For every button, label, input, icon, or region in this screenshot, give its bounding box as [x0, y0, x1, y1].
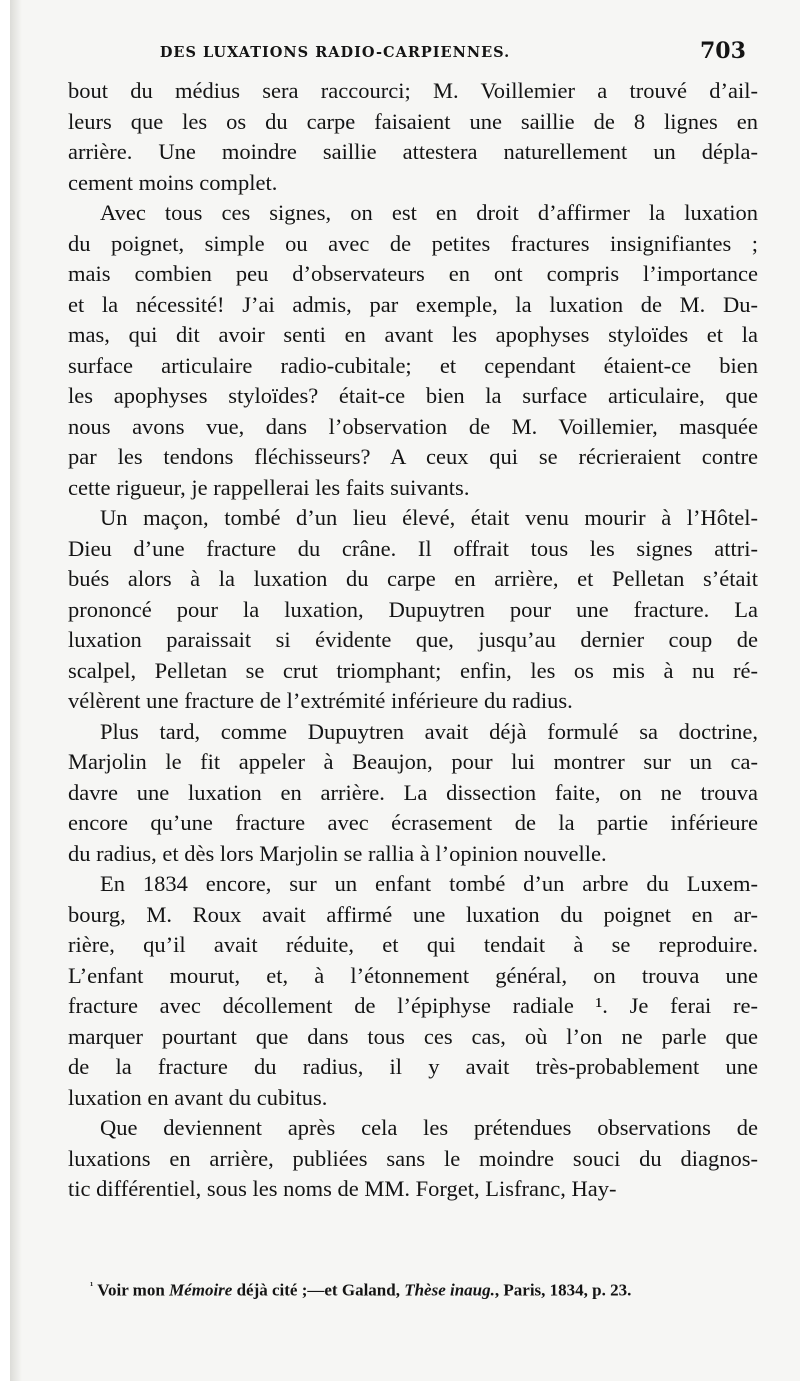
text-line: Que deviennent après cela les prétendues observations de: [100, 1115, 758, 1140]
footnote-title-these: Thèse inaug.: [404, 1280, 495, 1300]
footnote-mark: ¹: [90, 1280, 94, 1292]
text-line: leurs que les os du carpe faisaient une saillie de 8 lignes en: [68, 108, 758, 134]
text-line: davre une luxation en arrière. La dissection faite, on ne trouva: [68, 779, 758, 805]
text-line: surface articulaire radio-cubitale; et cependant étaient-ce bien: [68, 352, 758, 378]
text-line: cement moins complet.: [68, 169, 278, 195]
text-line: bout du médius sera raccourci; M. Voillemier a trouvé d’ail-: [68, 78, 758, 103]
text-line: marquer pourtant que dans tous ces cas, où l’on ne parle que: [68, 1023, 758, 1049]
text-line: prononcé pour la luxation, Dupuytren pour une fracture. La: [68, 596, 758, 622]
running-title: DES LUXATIONS RADIO-CARPIENNES.: [159, 44, 511, 61]
footnote-text-middle: déjà cité ;—et Galand,: [232, 1280, 405, 1300]
paragraph: [68, 717, 758, 870]
text-line: mas, qui dit avoir senti en avant les apophyses styloïdes et la: [68, 322, 758, 347]
text-line: du poignet, simple ou avec de petites fractures insignifiantes ;: [68, 230, 758, 256]
text-line: Avec tous ces signes, on est en droit d’affirmer la luxation: [100, 200, 758, 225]
paragraph: [68, 869, 758, 1113]
text-line: arrière. Une moindre saillie attestera naturellement un dépla-: [68, 139, 758, 164]
text-line: En 1834 encore, sur un enfant tombé d’un arbre du Luxem-: [100, 871, 758, 896]
text-line: Plus tard, comme Dupuytren avait déjà formulé sa doctrine,: [100, 718, 758, 744]
text-line: tic différentiel, sous les noms de MM. Forget, Lisfranc, Hay-: [68, 1176, 617, 1201]
paragraph: [68, 198, 758, 503]
text-line: fracture avec décollement de l’épiphyse radiale ¹. Je ferai re-: [68, 993, 758, 1018]
paragraph: [68, 76, 758, 198]
text-line: scalpel, Pelletan se crut triomphant; enfin, les os mis à nu ré-: [68, 657, 758, 683]
footnote-text-after: , Paris, 1834, p. 23.: [494, 1280, 632, 1300]
text-line: Un maçon, tombé d’un lieu élevé, était venu mourir à l’Hôtel-: [100, 505, 758, 530]
text-line: luxations en arrière, publiées sans le moindre souci du diagnos-: [68, 1145, 758, 1171]
text-line: rière, qu’il avait réduite, et qui tendait à se reproduire.: [68, 932, 758, 957]
text-line: encore qu’une fracture avec écrasement de la partie inférieure: [68, 810, 758, 835]
text-line: mais combien peu d’observateurs en ont compris l’importance: [68, 261, 758, 286]
paragraph: [68, 1113, 758, 1205]
page-edge-shadow: [10, 0, 22, 1381]
text-line: du radius, et dès lors Marjolin se rallia à l’opinion nouvelle.: [68, 840, 607, 866]
text-line: nous avons vue, dans l’observation de M. Voillemier, masquée: [68, 413, 758, 439]
body-text: [68, 76, 758, 1205]
text-line: par les tendons fléchisseurs? A ceux qui se récrieraient contre: [68, 444, 758, 469]
footnote-text-before: Voir mon: [93, 1280, 170, 1300]
text-line: L’enfant mourut, et, à l’étonnement général, on trouva une: [68, 962, 758, 988]
text-line: cette rigueur, je rappellerai les faits suivants.: [68, 474, 470, 500]
text-line: bourg, M. Roux avait affirmé une luxation du poignet en ar-: [68, 901, 758, 927]
text-line: vélèrent une fracture de l’extrémité inférieure du radius.: [68, 688, 573, 713]
text-line: de la fracture du radius, il y avait très-probablement une: [68, 1054, 758, 1079]
text-line: les apophyses styloïdes? était-ce bien la surface articulaire, que: [68, 383, 758, 408]
text-line: luxation en avant du cubitus.: [68, 1084, 328, 1110]
footnote-title-memoire: Mémoire: [169, 1280, 233, 1300]
text-line: bués alors à la luxation du carpe en arrière, et Pelletan s’était: [68, 566, 758, 591]
text-line: Marjolin le fit appeler à Beaujon, pour lui montrer sur un ca-: [68, 749, 758, 774]
text-line: et la nécessité! J’ai admis, par exemple, la luxation de M. Du-: [68, 291, 758, 317]
running-head: [10, 38, 800, 68]
footnote: [90, 1280, 760, 1301]
book-page: [10, 0, 800, 1381]
page-number: 703: [700, 38, 746, 64]
paragraph: [68, 503, 758, 717]
text-line: luxation paraissait si évidente que, jusqu’au dernier coup de: [68, 627, 758, 652]
text-line: Dieu d’une fracture du crâne. Il offrait tous les signes attri-: [68, 535, 758, 561]
